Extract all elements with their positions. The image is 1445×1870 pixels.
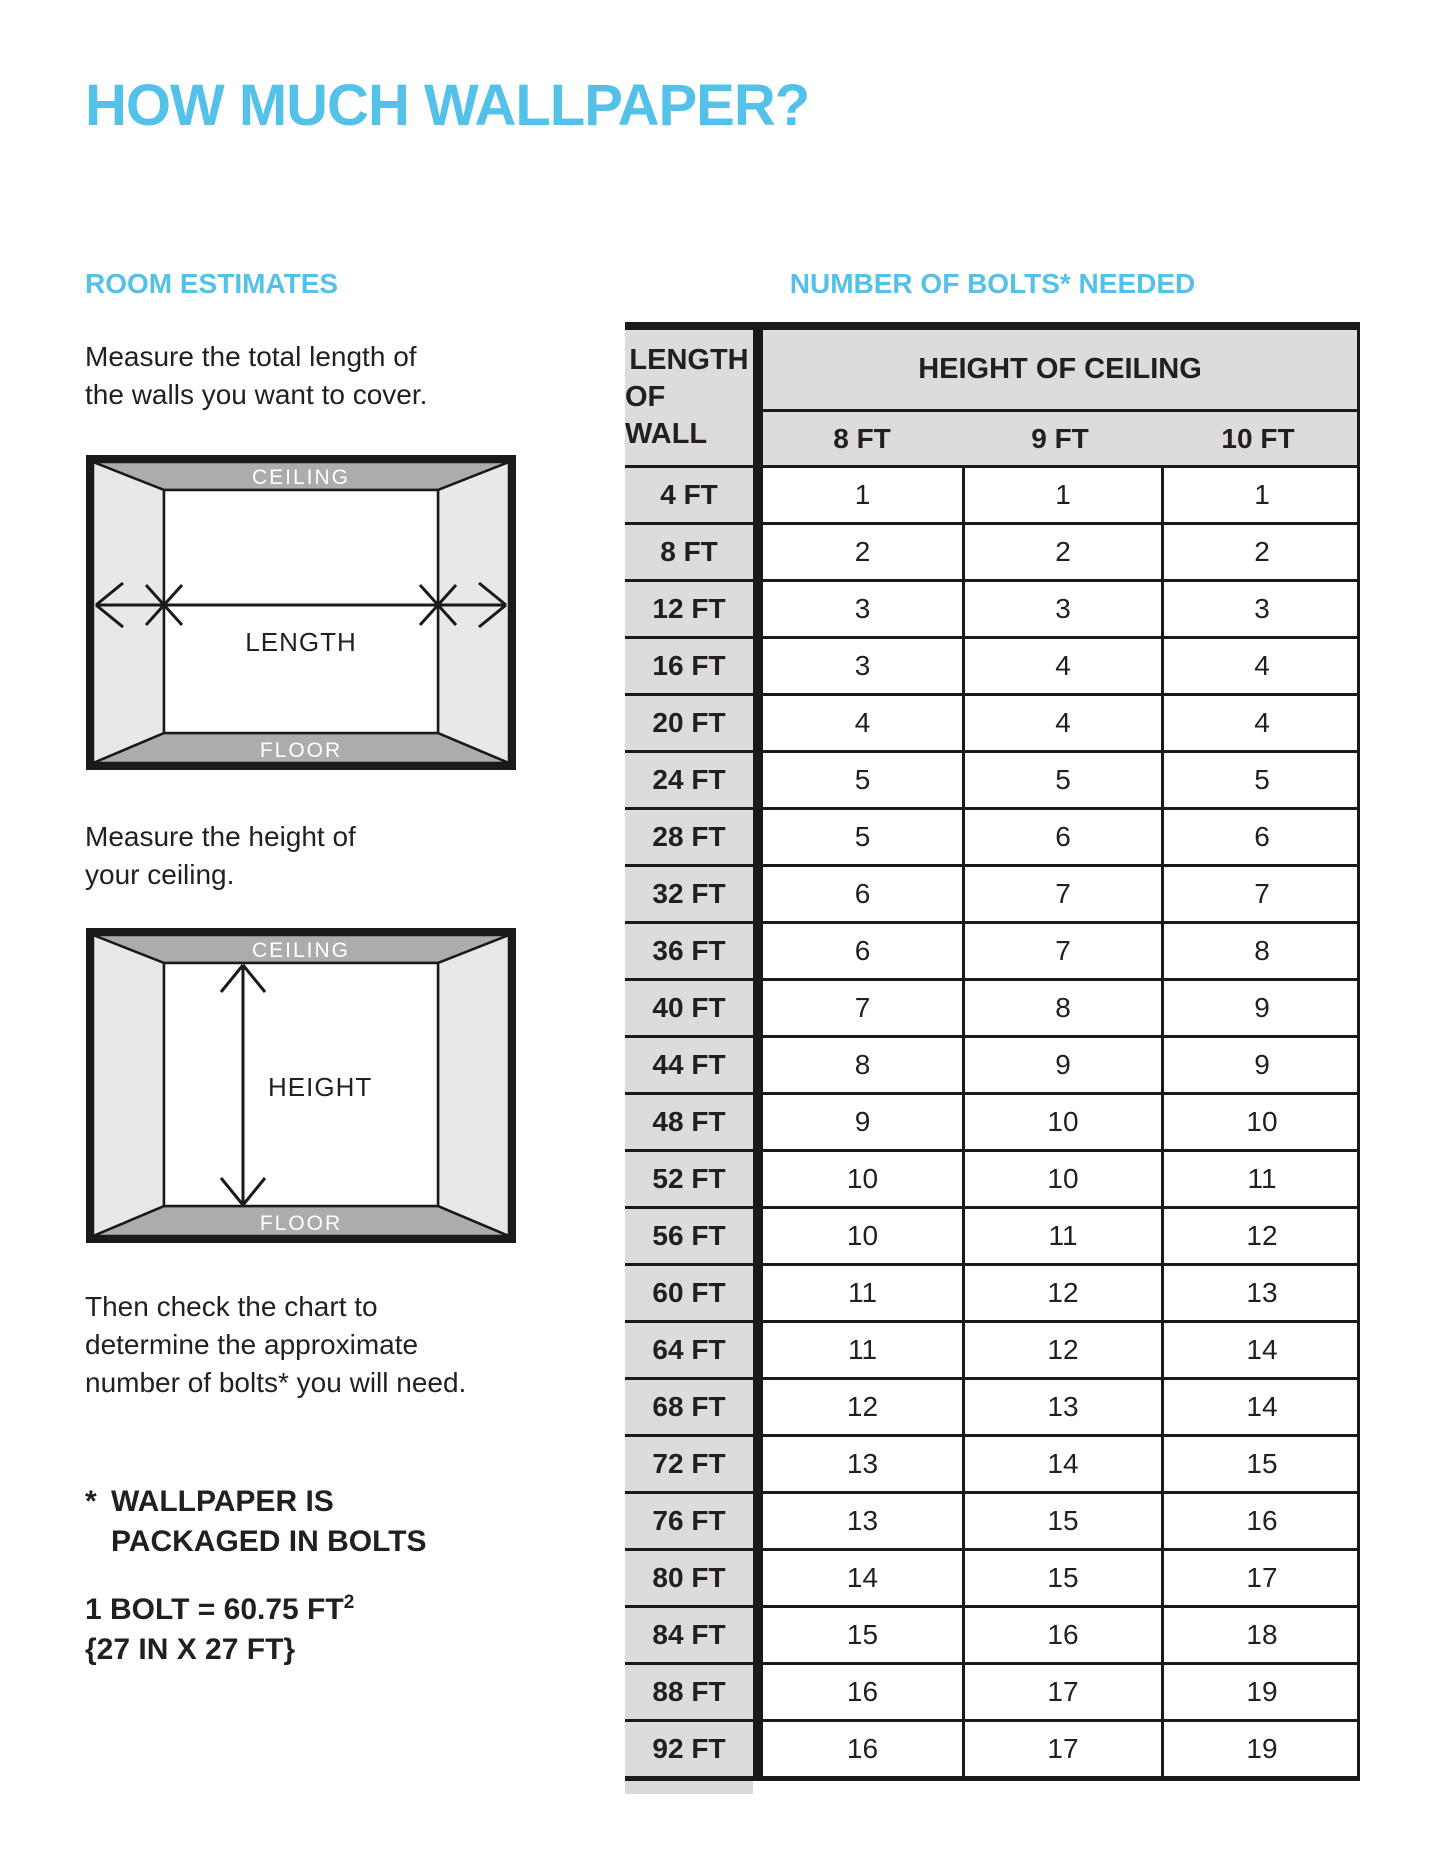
cell-9ft: 7	[962, 867, 1161, 921]
row-label: 16 FT	[625, 639, 753, 693]
instruction-length-line2: the walls you want to cover.	[85, 379, 428, 410]
bolt-equivalence	[85, 1590, 354, 1670]
cell-9ft: 7	[962, 924, 1161, 978]
cell-8ft: 16	[763, 1665, 962, 1719]
cell-8ft: 2	[763, 525, 962, 579]
length-label: LENGTH	[245, 627, 357, 657]
row-header-length-of-wall	[625, 330, 753, 465]
cell-9ft: 16	[962, 1608, 1161, 1662]
bolts-needed-heading: NUMBER OF BOLTS* NEEDED	[789, 268, 1196, 299]
cell-9ft: 4	[962, 696, 1161, 750]
table-row	[625, 1206, 1360, 1263]
footnote-line2: PACKAGED IN BOLTS	[111, 1525, 427, 1558]
ceiling-label: CEILING	[251, 466, 351, 489]
room-length-diagram-svg	[86, 455, 516, 770]
row-label: 76 FT	[625, 1494, 753, 1548]
table-row	[625, 1149, 1360, 1206]
row-label: 56 FT	[625, 1209, 753, 1263]
cell-9ft: 17	[962, 1665, 1161, 1719]
instruction-height-line1: Measure the height of	[85, 821, 356, 852]
instruction-height-line2: your ceiling.	[85, 859, 235, 890]
cell-10ft: 9	[1161, 981, 1360, 1035]
cell-8ft: 13	[763, 1437, 962, 1491]
row-label: 20 FT	[625, 696, 753, 750]
cell-9ft: 14	[962, 1437, 1161, 1491]
row-label: 64 FT	[625, 1323, 753, 1377]
table-row	[625, 978, 1360, 1035]
cell-10ft: 10	[1161, 1095, 1360, 1149]
cell-9ft: 15	[962, 1551, 1161, 1605]
row-label: 24 FT	[625, 753, 753, 807]
table-row	[625, 1263, 1360, 1320]
cell-10ft: 19	[1161, 1722, 1360, 1776]
height-label: HEIGHT	[268, 1072, 373, 1102]
cell-10ft: 16	[1161, 1494, 1360, 1548]
row-label: 72 FT	[625, 1437, 753, 1491]
cell-10ft: 5	[1161, 753, 1360, 807]
cell-8ft: 6	[763, 867, 962, 921]
cell-8ft: 1	[763, 468, 962, 522]
table-row	[625, 807, 1360, 864]
table-row	[625, 693, 1360, 750]
row-label: 36 FT	[625, 924, 753, 978]
floor-label: FLOOR	[259, 1212, 343, 1235]
table-row	[625, 1434, 1360, 1491]
table-row	[625, 1548, 1360, 1605]
column-header-10ft: 10 FT	[1221, 422, 1295, 454]
table-row	[625, 921, 1360, 978]
cell-9ft: 2	[962, 525, 1161, 579]
table-row	[625, 1605, 1360, 1662]
bolt-equivalence-line1	[85, 1590, 354, 1630]
cell-10ft: 13	[1161, 1266, 1360, 1320]
cell-9ft: 8	[962, 981, 1161, 1035]
instruction-chart-line2: determine the approximate	[85, 1329, 419, 1360]
table-row	[625, 1092, 1360, 1149]
table-row	[625, 1377, 1360, 1434]
room-height-diagram-svg	[86, 928, 516, 1243]
cell-9ft: 1	[962, 468, 1161, 522]
cell-8ft: 12	[763, 1380, 962, 1434]
table-row	[625, 579, 1360, 636]
row-label: 28 FT	[625, 810, 753, 864]
column-headers-row	[763, 412, 1357, 465]
row-label: 84 FT	[625, 1608, 753, 1662]
instruction-length-line1: Measure the total length of	[85, 341, 417, 372]
cell-10ft: 9	[1161, 1038, 1360, 1092]
group-header-height-of-ceiling: HEIGHT OF CEILING	[763, 330, 1357, 412]
row-label: 44 FT	[625, 1038, 753, 1092]
cell-10ft: 4	[1161, 639, 1360, 693]
instruction-height	[85, 818, 356, 894]
cell-8ft: 16	[763, 1722, 962, 1776]
cell-10ft: 19	[1161, 1665, 1360, 1719]
page-title: HOW MUCH WALLPAPER?	[85, 73, 810, 138]
column-header-9ft: 9 FT	[1031, 422, 1089, 454]
cell-8ft: 11	[763, 1323, 962, 1377]
cell-10ft: 15	[1161, 1437, 1360, 1491]
row-header-line1: LENGTH	[629, 344, 749, 376]
cell-9ft: 13	[962, 1380, 1161, 1434]
row-label: 8 FT	[625, 525, 753, 579]
cell-8ft: 5	[763, 753, 962, 807]
row-label: 60 FT	[625, 1266, 753, 1320]
table-top-border	[625, 322, 1360, 330]
cell-8ft: 13	[763, 1494, 962, 1548]
table-row	[625, 465, 1360, 522]
row-label: 4 FT	[625, 468, 753, 522]
cell-9ft: 5	[962, 753, 1161, 807]
cell-10ft: 3	[1161, 582, 1360, 636]
cell-9ft: 12	[962, 1323, 1161, 1377]
table-row	[625, 522, 1360, 579]
cell-10ft: 11	[1161, 1152, 1360, 1206]
footnote-asterisk: *	[85, 1485, 97, 1518]
cell-9ft: 11	[962, 1209, 1161, 1263]
cell-9ft: 10	[962, 1152, 1161, 1206]
cell-10ft: 17	[1161, 1551, 1360, 1605]
instruction-chart-line3: number of bolts* you will need.	[85, 1367, 467, 1398]
instruction-chart-line1: Then check the chart to	[85, 1291, 378, 1322]
cell-10ft: 7	[1161, 867, 1360, 921]
table-row	[625, 1320, 1360, 1377]
cell-8ft: 8	[763, 1038, 962, 1092]
cell-9ft: 6	[962, 810, 1161, 864]
cell-8ft: 14	[763, 1551, 962, 1605]
footnote-line1: WALLPAPER IS	[111, 1485, 334, 1518]
row-label: 32 FT	[625, 867, 753, 921]
cell-9ft: 17	[962, 1722, 1161, 1776]
room-height-diagram	[86, 928, 516, 1243]
cell-10ft: 18	[1161, 1608, 1360, 1662]
table-right-border	[1357, 330, 1360, 1779]
cell-8ft: 10	[763, 1152, 962, 1206]
cell-9ft: 15	[962, 1494, 1161, 1548]
row-label: 92 FT	[625, 1722, 753, 1776]
cell-10ft: 12	[1161, 1209, 1360, 1263]
cell-8ft: 11	[763, 1266, 962, 1320]
table-row	[625, 864, 1360, 921]
cell-10ft: 6	[1161, 810, 1360, 864]
instruction-length	[85, 338, 427, 414]
right-wall-panel	[438, 935, 509, 1236]
back-wall-panel	[164, 490, 438, 733]
table-row	[625, 636, 1360, 693]
table-row	[625, 1035, 1360, 1092]
bolts-footnote	[85, 1482, 427, 1562]
cell-8ft: 9	[763, 1095, 962, 1149]
table-thick-divider	[753, 322, 763, 1781]
cell-10ft: 14	[1161, 1323, 1360, 1377]
cell-9ft: 9	[962, 1038, 1161, 1092]
cell-8ft: 3	[763, 639, 962, 693]
table-row	[625, 1662, 1360, 1719]
row-label: 48 FT	[625, 1095, 753, 1149]
row-label: 52 FT	[625, 1152, 753, 1206]
cell-8ft: 4	[763, 696, 962, 750]
cell-9ft: 12	[962, 1266, 1161, 1320]
column-header-8ft: 8 FT	[833, 422, 891, 454]
bolts-table	[625, 322, 1360, 1797]
room-length-diagram	[86, 455, 516, 770]
bolt-eq-text: 1 BOLT = 60.75 FT	[85, 1593, 344, 1626]
bolt-eq-superscript: 2	[343, 1592, 355, 1613]
floor-label: FLOOR	[259, 739, 343, 762]
left-wall-panel	[93, 935, 164, 1236]
cell-8ft: 5	[763, 810, 962, 864]
cell-10ft: 2	[1161, 525, 1360, 579]
table-row	[625, 1719, 1360, 1776]
cell-10ft: 1	[1161, 468, 1360, 522]
row-header-line2: OF WALL	[625, 381, 708, 450]
cell-8ft: 3	[763, 582, 962, 636]
row-label: 68 FT	[625, 1380, 753, 1434]
row-label: 12 FT	[625, 582, 753, 636]
cell-8ft: 7	[763, 981, 962, 1035]
cell-10ft: 4	[1161, 696, 1360, 750]
row-label: 40 FT	[625, 981, 753, 1035]
row-label: 80 FT	[625, 1551, 753, 1605]
row-label: 88 FT	[625, 1665, 753, 1719]
table-row	[625, 1491, 1360, 1548]
cell-8ft: 6	[763, 924, 962, 978]
cell-9ft: 3	[962, 582, 1161, 636]
label-column-tail	[625, 1781, 753, 1794]
cell-10ft: 14	[1161, 1380, 1360, 1434]
cell-9ft: 10	[962, 1095, 1161, 1149]
cell-9ft: 4	[962, 639, 1161, 693]
room-estimates-heading: ROOM ESTIMATES	[85, 268, 339, 299]
instruction-chart	[85, 1288, 466, 1402]
bolt-dimensions: {27 IN X 27 FT}	[85, 1633, 296, 1666]
cell-8ft: 10	[763, 1209, 962, 1263]
table-body	[625, 465, 1360, 1776]
cell-8ft: 15	[763, 1608, 962, 1662]
cell-10ft: 8	[1161, 924, 1360, 978]
table-row	[625, 750, 1360, 807]
ceiling-label: CEILING	[251, 939, 351, 962]
